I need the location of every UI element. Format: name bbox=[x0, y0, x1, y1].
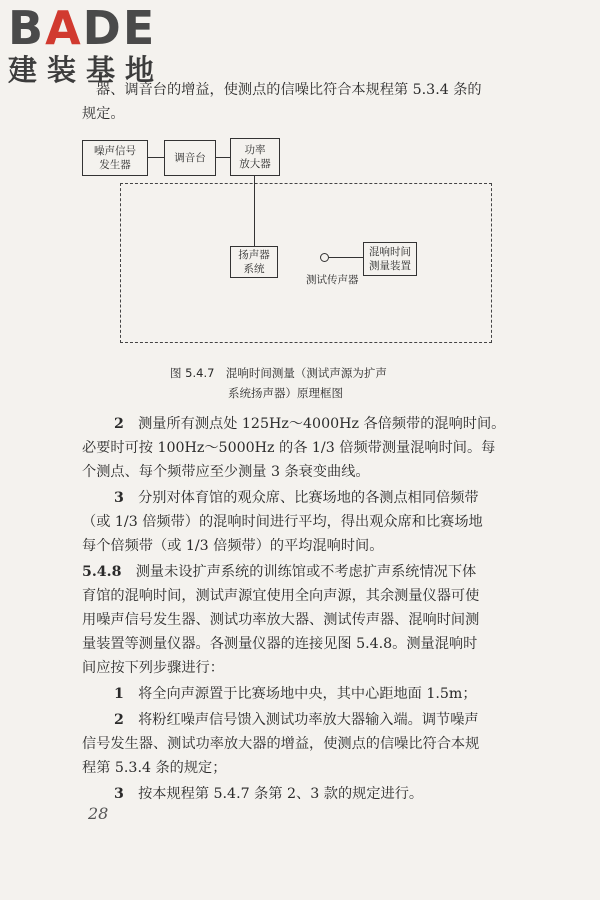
step3-number: 3 bbox=[114, 786, 124, 802]
reverb-meter-box bbox=[363, 242, 417, 276]
item3-line-3: 每个倍频带（或 1/3 倍频带）的平均混响时间。 bbox=[82, 538, 384, 554]
amplifier-box bbox=[230, 138, 280, 176]
speaker-system-box bbox=[230, 246, 278, 278]
sec548-line-1 bbox=[82, 562, 522, 582]
sec548-line-3: 用噪声信号发生器、测试功率放大器、测试传声器、混响时间测 bbox=[82, 612, 480, 628]
wire-amp-speaker bbox=[254, 176, 255, 246]
amplifier-label-2: 放大器 bbox=[239, 158, 271, 170]
sec548-number: 5.4.8 bbox=[82, 564, 122, 580]
item2-text-1: 测量所有测点处 125Hz～4000Hz 各倍频带的混响时间。 bbox=[138, 416, 506, 432]
page-number: 28 bbox=[88, 804, 109, 823]
step1-text: 将全向声源置于比赛场地中央，其中心距地面 1.5m； bbox=[138, 686, 477, 702]
test-microphone-label: 测试传声器 bbox=[306, 274, 359, 286]
step2-text-1: 将粉红噪声信号馈入测试功率放大器输入端。调节噪声 bbox=[138, 712, 479, 728]
mixer-label: 调音台 bbox=[174, 152, 206, 164]
sec548-line-2: 育馆的混响时间，测试声源宜使用全向声源，其余测量仪器可使 bbox=[82, 588, 480, 604]
sec548-text-1: 测量未设扩声系统的训练馆或不考虑扩声系统情况下体 bbox=[135, 564, 477, 580]
sec548-line-4: 量装置等测量仪器。各测量仪器的连接见图 5.4.8。测量混响时 bbox=[82, 636, 478, 652]
intro-line-2: 规定。 bbox=[82, 106, 125, 122]
logo-wordmark bbox=[8, 1, 164, 55]
figure-caption-line-1: 图 5.4.7 混响时间测量（测试声源为扩声 bbox=[170, 366, 387, 380]
item2-number: 2 bbox=[114, 416, 124, 432]
step2-line-1 bbox=[114, 710, 554, 730]
step1-line bbox=[114, 684, 554, 704]
logo-accent-letter: A bbox=[45, 1, 83, 55]
item2-line-1 bbox=[114, 414, 554, 434]
step2-number: 2 bbox=[114, 712, 124, 728]
wire-mixer-amp bbox=[216, 157, 230, 158]
reverb-meter-label-1: 混响时间 bbox=[369, 246, 411, 258]
item3-line-1 bbox=[114, 488, 554, 508]
logo-chinese: 建装基地 bbox=[8, 53, 165, 87]
item3-number: 3 bbox=[114, 490, 124, 506]
amplifier-label-1: 功率 bbox=[244, 144, 266, 156]
speaker-label-1: 扬声器 bbox=[238, 249, 270, 261]
figure-caption-line-2: 系统扬声器）原理框图 bbox=[228, 386, 343, 400]
step2-line-2: 信号发生器、测试功率放大器的增益，使测点的信噪比符合本规 bbox=[82, 736, 480, 752]
noise-generator-label-2: 发生器 bbox=[99, 159, 131, 171]
test-space-boundary bbox=[120, 183, 492, 343]
speaker-label-2: 系统 bbox=[243, 263, 265, 275]
microphone-icon bbox=[320, 253, 329, 262]
step3-text: 按本规程第 5.4.7 条第 2、3 款的规定进行。 bbox=[138, 786, 424, 802]
reverb-meter-label-2: 测量装置 bbox=[369, 260, 411, 272]
wire-noise-mixer bbox=[148, 157, 164, 158]
noise-generator-label-1: 噪声信号 bbox=[94, 145, 136, 157]
logo-letters-1: B bbox=[8, 1, 46, 55]
item3-text-1: 分别对体育馆的观众席、比赛场地的各测点相同倍频带 bbox=[138, 490, 479, 506]
wire-mic-meter bbox=[329, 257, 363, 258]
item2-line-2: 必要时可按 100Hz～5000Hz 的各 1/3 倍频带测量混响时间。每 bbox=[82, 440, 496, 456]
step1-number: 1 bbox=[114, 686, 124, 702]
item2-line-3: 个测点、每个频带应至少测量 3 条衰变曲线。 bbox=[82, 464, 370, 480]
bade-logo bbox=[8, 1, 165, 87]
intro-line-1: 器、调音台的增益，使测点的信噪比符合本规程第 5.3.4 条的 bbox=[96, 82, 482, 98]
step3-line bbox=[114, 784, 554, 804]
logo-letters-2: DE bbox=[82, 1, 157, 55]
sec548-line-5: 间应按下列步骤进行： bbox=[82, 660, 224, 676]
step2-line-3: 程第 5.3.4 条的规定； bbox=[82, 760, 227, 776]
item3-line-2: （或 1/3 倍频带）的混响时间进行平均，得出观众席和比赛场地 bbox=[82, 514, 483, 530]
noise-generator-box bbox=[82, 140, 148, 176]
mixer-box bbox=[164, 140, 216, 176]
